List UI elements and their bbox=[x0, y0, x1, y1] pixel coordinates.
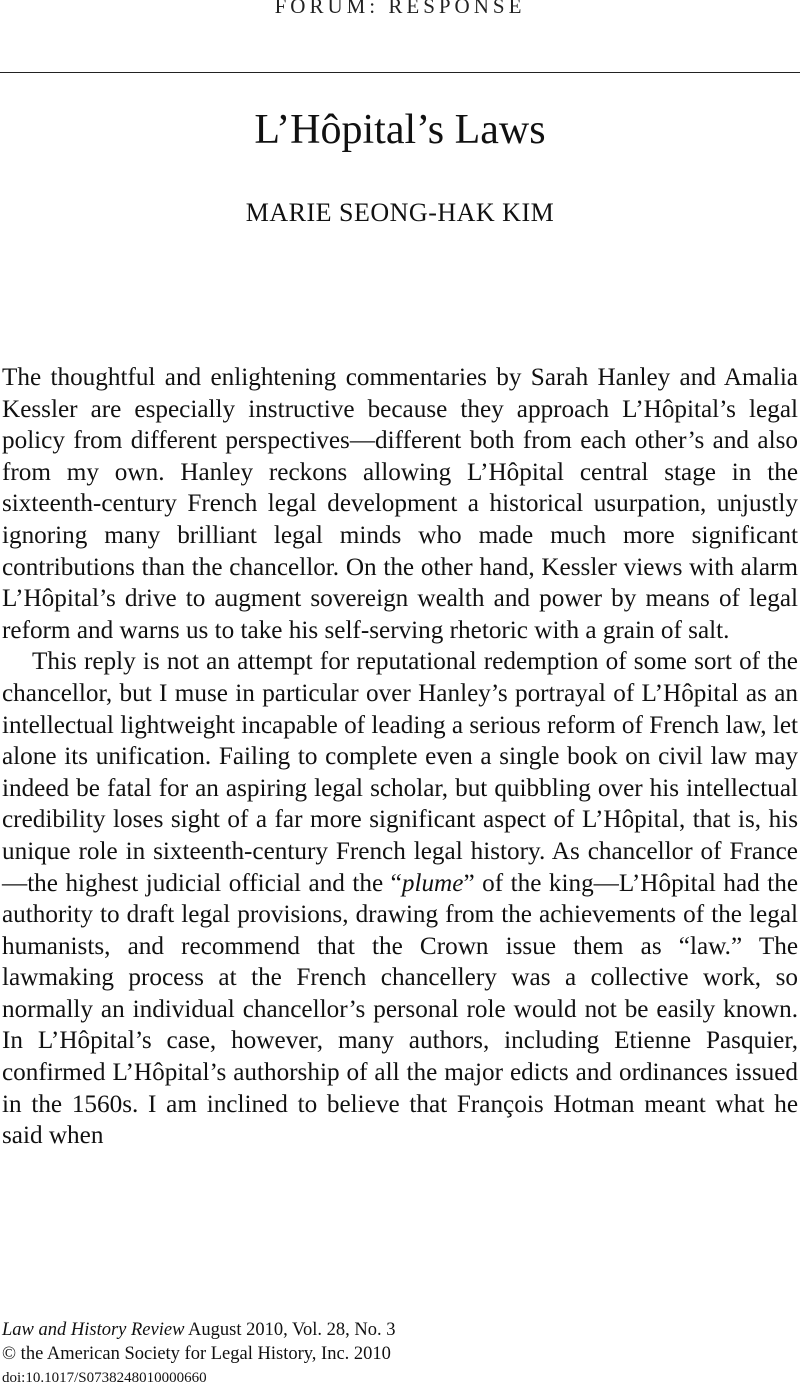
body-paragraph-1: The thoughtful and enlightening commentaries by Sarah Hanley and Amalia Kessler are especially instructive because they approach L’Hôpital’s legal policy from different perspectives—different both from each other’s and also from my own. Hanley reckons allowing L’Hôpital central stage in the sixteenth-century French legal development a historical usurpation, unjustly ignoring many brilliant legal minds who made much more significant contributions than the chancellor. On the other hand, Kessler views with alarm L’Hôpital’s drive to augment sovereign wealth and power by means of legal reform and warns us to take his self-serving rhetoric with a grain of salt. bbox=[2, 364, 798, 644]
paragraph-2-text-a: This reply is not an attempt for reputational redemption of some sort of the chancellor, but I muse in particular over Hanley’s portrayal of L’Hôpital as an intellectual lightweight incapable of leading a serious reform of French law, let alone its unification. Failing to complete even a single book on civil law may indeed be fatal for an aspiring legal scholar, but quibbling over his intellectual credibility loses sight of a far more significant aspect of L’Hôpital, that is, his unique role in sixteenth-century French legal history. As chancellor of France—the highest judicial official and the “ bbox=[2, 648, 798, 897]
running-head: FORUM: RESPONSE bbox=[274, 0, 526, 18]
article-author: MARIE SEONG-HAK KIM bbox=[245, 198, 555, 227]
paragraph-2-italic-term: plume bbox=[401, 869, 464, 897]
page-footer bbox=[2, 1318, 798, 1390]
footer-issue: August 2010, Vol. 28, No. 3 bbox=[184, 1320, 396, 1340]
paragraph-2-text-b: ” of the king—L’Hôpital had the authority to draft legal provisions, drawing from the achievements of the legal humanists, and recommend that the Crown issue them as “law.” The lawmaking process at the French chancellery was a collective work, so normally an individual chancellor’s personal role would not be easily known. In L’Hôpital’s case, however, many authors, including Etienne Pasquier, confirmed L’Hôpital’s authorship of all the major edicts and ordinances issued in the 1560s. I am inclined to believe that François Hotman meant what he said when bbox=[2, 869, 799, 1150]
footer-doi: doi:10.1017/S0738248010000660 bbox=[2, 1370, 207, 1386]
footer-journal-name: Law and History Review bbox=[2, 1320, 185, 1340]
footer-copyright: © the American Society for Legal History, Inc. 2010 bbox=[2, 1344, 391, 1364]
article-body bbox=[2, 362, 798, 1152]
body-paragraph-2 bbox=[2, 646, 798, 1152]
footer-citation bbox=[2, 1318, 798, 1342]
header-rule bbox=[0, 72, 800, 73]
article-title: L’Hôpital’s Laws bbox=[254, 107, 546, 153]
